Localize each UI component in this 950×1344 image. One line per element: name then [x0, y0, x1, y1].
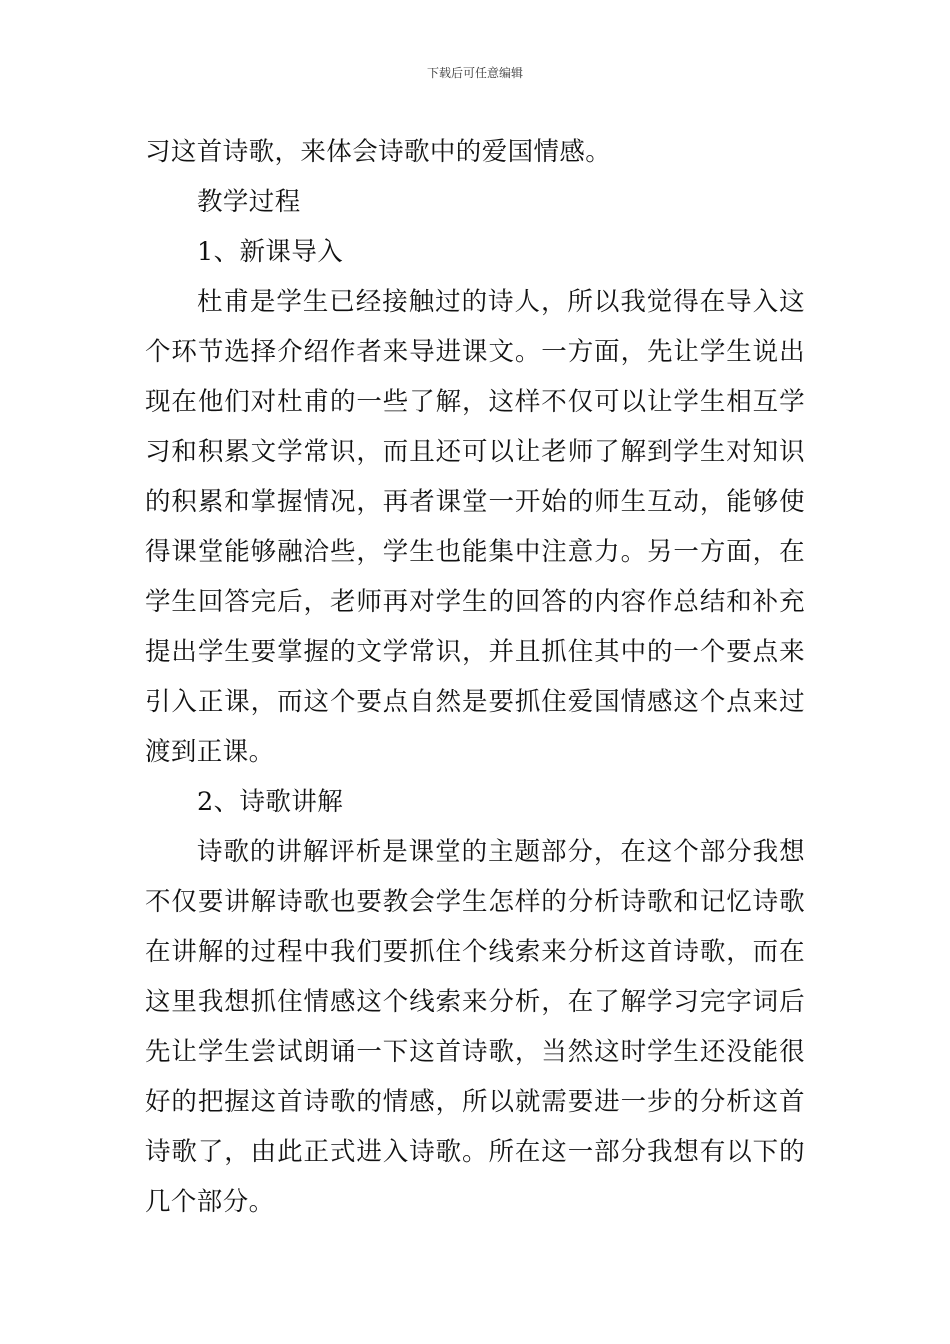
paragraph-poem-explanation: 诗歌的讲解评析是课堂的主题部分，在这个部分我想不仅要讲解诗歌也要教会学生怎样的分析诗歌和记忆诗歌在讲解的过程中我们要抓住个线索来分析这首诗歌，而在这里我想抓住情感这个线索来分析，在了解学习完字词后先让学生尝试朗诵一下这首诗歌，当然这时学生还没能很好的把握这首诗歌的情感，所以就需要进一步的分析这首诗歌了，由此正式进入诗歌。所在这一部分我想有以下的几个部分。 [145, 837, 805, 1217]
subsection-heading-poem-explanation: 2、诗歌讲解 [197, 787, 344, 817]
document-body [145, 127, 805, 1227]
paragraph-introduction: 杜甫是学生已经接触过的诗人，所以我觉得在导入这个环节选择介绍作者来导进课文。一方面，先让学生说出现在他们对杜甫的一些了解，这样不仅可以让学生相互学习和积累文学常识，而且还可以让老师了解到学生对知识的积累和掌握情况，再者课堂一开始的师生互动，能够使得课堂能够融洽些，学生也能集中注意力。另一方面，在学生回答完后，老师再对学生的回答的内容作总结和补充提出学生要掌握的文学常识，并且抓住其中的一个要点来引入正课，而这个要点自然是要抓住爱国情感这个点来过渡到正课。 [145, 287, 805, 767]
paragraph-continuation: 习这首诗歌，来体会诗歌中的爱国情感。 [145, 137, 612, 167]
section-heading-teaching-process: 教学过程 [197, 187, 301, 217]
subsection-heading-introduction: 1、新课导入 [197, 237, 344, 267]
page-header: 下载后可任意编辑 [426, 66, 523, 80]
